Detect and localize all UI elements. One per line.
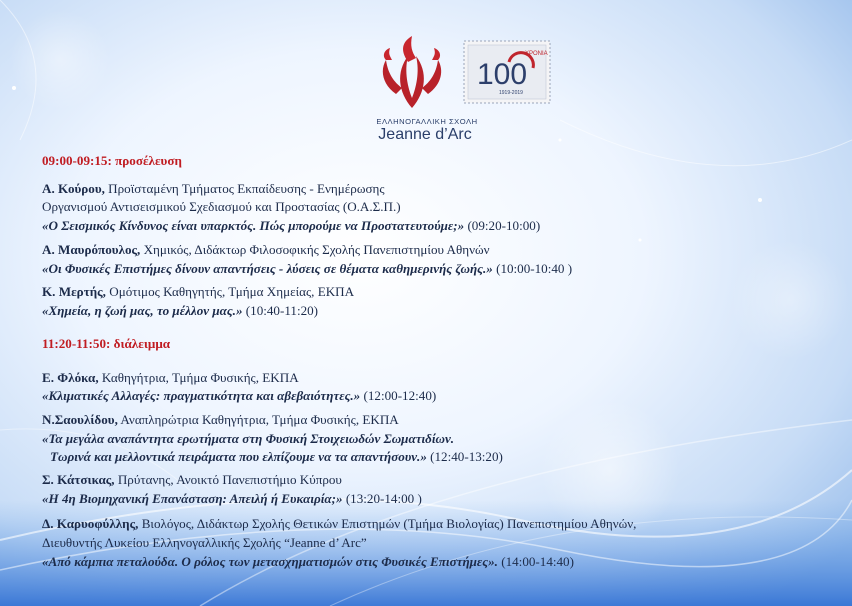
talk5-speaker-line	[42, 412, 842, 429]
talk1-role-line2: Οργανισμού Αντισεισμικού Σχεδιασμού και Προστασίας (Ο.Α.Σ.Π.)	[42, 199, 401, 214]
talk3-role: Ομότιμος Καθηγητής, Τμήμα Χημείας, ΕΚΠΑ	[105, 284, 355, 299]
talk3-time: (10:40-11:20)	[242, 303, 319, 318]
talk6-title-line	[42, 491, 842, 508]
talk7-speaker: Δ. Καρυοφύλλης,	[42, 516, 139, 531]
talk5-title-line2	[50, 449, 850, 466]
talk1-speaker-line	[42, 181, 842, 198]
talk4-title: «Κλιματικές Αλλαγές: πραγματικότητα και αβεβαιότητες.»	[42, 388, 361, 403]
talk2-time: (10:00-10:40 )	[492, 261, 573, 276]
talk5-role: Αναπληρώτρια Καθηγήτρια, Τμήμα Φυσικής, ΕΚΠΑ	[117, 412, 399, 427]
talk3-title: «Χημεία, η ζωή μας, το μέλλον μας.»	[42, 303, 243, 318]
talk7-speaker-line	[42, 516, 842, 533]
talk3-speaker: Κ. Μερτής,	[42, 284, 106, 299]
talk4-time: (12:00-12:40)	[360, 388, 437, 403]
talk5-speaker: Ν.Σαουλίδου,	[42, 412, 118, 427]
talk5-title-cont: Τωρινά και μελλοντικά πειράματα που ελπίζουμε να τα απαντήσουν.»	[50, 449, 427, 464]
stamp-label: ΧΡΟΝΙΑ	[525, 51, 548, 57]
anniversary-stamp	[463, 40, 551, 104]
school-emblem-icon	[372, 32, 452, 112]
talk7-role-line2: Διευθυντής Λυκείου Ελληνογαλλικής Σχολής “Jeanne d’ Arc”	[42, 535, 367, 550]
talk2-role: Χημικός, Διδάκτωρ Φιλοσοφικής Σχολής Πανεπιστημίου Αθηνών	[140, 242, 490, 257]
talk1-role: Προϊσταμένη Τμήματος Εκπαίδευσης - Ενημέρωσης	[104, 181, 385, 196]
talk5-time: (12:40-13:20)	[426, 449, 503, 464]
talk2-speaker: Α. Μαυρόπουλος,	[42, 242, 141, 257]
stamp-years: 1919-2019	[499, 90, 523, 96]
talk6-time: (13:20-14:00 )	[342, 491, 422, 506]
talk2-title-line	[42, 261, 842, 278]
talk2-speaker-line	[42, 242, 842, 259]
talk1-title-line	[42, 218, 842, 235]
talk7-role: Βιολόγος, Διδάκτωρ Σχολής Θετικών Επιστημών (Τμήμα Βιολογίας) Πανεπιστημίου Αθηνών,	[138, 516, 637, 531]
talk4-title-line	[42, 388, 842, 405]
talk7-title-line	[42, 554, 842, 571]
talk4-speaker-line	[42, 370, 842, 387]
arrival-heading: 09:00-09:15: προσέλευση	[42, 153, 182, 168]
school-greek-name: ΕΛΛΗΝΟΓΑΛΛΙΚΗ ΣΧΟΛΗ	[376, 117, 478, 126]
talk3-speaker-line	[42, 284, 842, 301]
talk1-time: (09:20-10:00)	[464, 218, 541, 233]
talk6-role: Πρύτανης, Ανοικτό Πανεπιστήμιο Κύπρου	[114, 472, 342, 487]
talk6-speaker-line	[42, 472, 842, 489]
talk1-title: «Ο Σεισμικός Κίνδυνος είναι υπαρκτός. Πώς μπορούμε να Προστατευτούμε;»	[42, 218, 465, 233]
talk1-speaker: Α. Κούρου,	[42, 181, 105, 196]
break-heading: 11:20-11:50: διάλειμμα	[42, 336, 171, 351]
talk6-title: «Η 4η Βιομηχανική Επανάσταση: Απειλή ή Ευκαιρία;»	[42, 491, 343, 506]
stamp-number: 100	[477, 58, 528, 91]
talk4-speaker: Ε. Φλόκα,	[42, 370, 99, 385]
talk4-role: Καθηγήτρια, Τμήμα Φυσικής, ΕΚΠΑ	[98, 370, 299, 385]
talk7-title: «Από κάμπια πεταλούδα. Ο ρόλος των μετασχηματισμών στις Φυσικές Επιστήμες».	[42, 554, 498, 569]
talk2-title: «Οι Φυσικές Επιστήμες δίνουν απαντήσεις - λύσεις σε θέματα καθημερινής ζωής.»	[42, 261, 493, 276]
school-name: Jeanne d’Arc	[378, 126, 472, 143]
talk7-time: (14:00-14:40)	[497, 554, 574, 569]
talk6-speaker: Σ. Κάτσικας,	[42, 472, 115, 487]
talk5-title-line1: «Τα μεγάλα αναπάντητα ερωτήματα στη Φυσική Στοιχειωδών Σωματιδίων.	[42, 431, 455, 446]
talk3-title-line	[42, 303, 842, 320]
